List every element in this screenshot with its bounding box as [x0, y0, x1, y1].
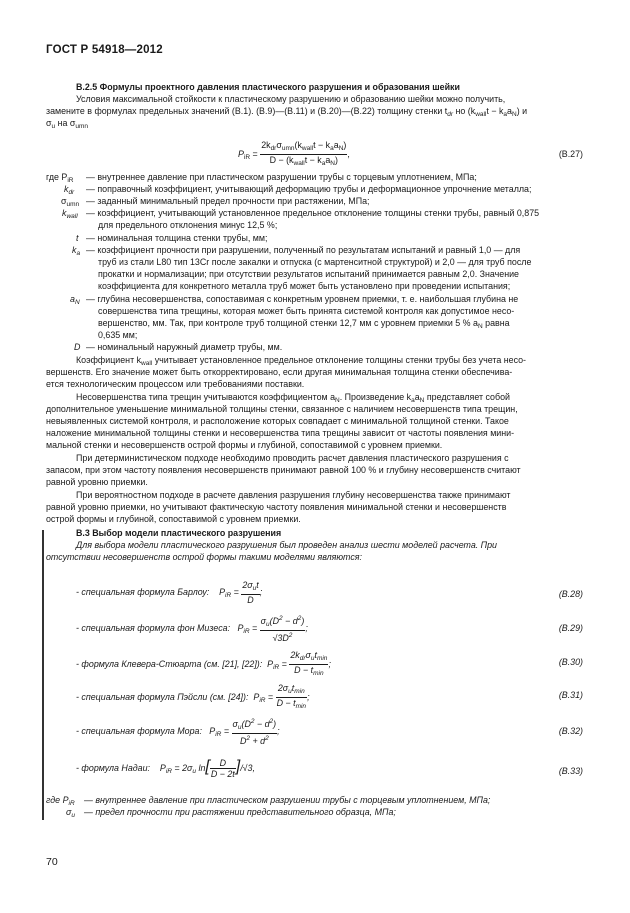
def-t: t: [76, 233, 79, 243]
def-d: D: [74, 342, 81, 352]
formula-b31-number: (B.31): [558, 690, 583, 700]
formula-b30-number: (B.30): [558, 657, 583, 667]
para-crack-3: невыявленных системой контроля, и расположение которых совпадает с минимальной толщиной стенки. Такое: [46, 416, 509, 426]
para-crack-1: Несовершенства типа трещин учитываются коэффициентом $a_N$. Произведение $k_aa_N$ представляет собой: [76, 392, 510, 404]
para-determ-3: равной уровню приемки.: [46, 477, 148, 487]
formula-b31: - специальная формула Пэйсли (см. [24]): $P_{iR}$ = $\frac{2\sigma_ut_{min}}{D - t_{min}}$ ;: [76, 683, 310, 710]
formula-b27-number: (B.27): [558, 149, 583, 159]
formula-b29: - специальная формула фон Мизеса: $P_{iR}$ = $\frac{\sigma_u(D^2 - d^2)}{√3D^2}$ ;: [76, 615, 308, 643]
para-prob-3: острой формы и глубиной, сопоставимой с уровнем приемки.: [46, 514, 301, 524]
para-determ-2: запасом, при этом частоту появления несовершенств принимают равной 100 % и глубину несовершенств считают: [46, 465, 521, 475]
def-kdr: $k_{dr}$: [64, 184, 75, 196]
def-an-text: — глубина несовершенства, сопоставимая с конкретным уровнем приемки, т. е. наибольшая глубина не: [86, 294, 519, 304]
para-kwall-3: ется технологическим процессом или требованиями поставки.: [46, 379, 305, 389]
def-ka-text-4: коэффициента для конкретного металла труб может быть установлено при проведении испытания;: [98, 281, 511, 291]
def2-sigma-u-text: — предел прочности при растяжении представительного образца, МПа;: [84, 807, 396, 817]
def-ka: $k_a$: [72, 245, 81, 257]
def-an-text-3: вершенство, мм. Так, при контроле труб толщиной стенки 12,7 мм с уровнем приемки 5 % $a_N$ равна: [98, 318, 510, 330]
def-kwall: $k_{wall}$: [62, 208, 78, 220]
formula-b30: - формула Клевера-Стюарта (см. [21], [22]): $P_{iR}$ = $\frac{2k_{dr}\sigma_ut_{min}}{D - t_{min}}$ ;: [76, 650, 331, 677]
formula-b33-number: (B.33): [558, 766, 583, 776]
formula-b32: - специальная формула Мора: $P_{iR}$ = $\frac{\sigma_u(D^2 - d^2)}{D^2 + d^2}$ ;: [76, 718, 280, 746]
def-sigma-umn-text: — заданный минимальный предел прочности при растяжении, МПа;: [86, 196, 370, 206]
b25-line-3: $\sigma_u$ на $\sigma_{umn}$: [46, 118, 89, 130]
para-crack-5: мальной стенки и несовершенств острой формы и глубиной, сопоставимой с уровнем приемки.: [46, 440, 443, 450]
def2-sigma-u: $\sigma_u$: [66, 807, 75, 819]
def-sigma-umn: $\sigma_{umn}$: [61, 196, 80, 208]
b25-line-2: замените в формулах предельных значений (B.1). (B.9)—(B.11) и (B.20)—(B.22) толщину стенки $t_{dr}$ но $(k_{wall}t - k_aa_N)$ и: [46, 106, 528, 118]
def-t-text: — номинальная толщина стенки трубы, мм;: [86, 233, 268, 243]
b3-intro-2: отсутствии несовершенств острой формы такими моделями являются:: [46, 552, 362, 562]
b3-intro-1: Для выбора модели пластического разрушения был проведен анализ шести моделей расчета. При: [76, 540, 497, 550]
formula-b32-number: (B.32): [558, 726, 583, 736]
def-ka-text-2: труб из стали L80 тип 13Cr после закалки и отпуска (с мартенситной структурой) и 2,0 — для труб после: [98, 257, 532, 267]
formula-b29-number: (B.29): [558, 623, 583, 633]
formula-b28-number: (B.28): [558, 589, 583, 599]
def-p-ir: где $P_{iR}$: [46, 172, 74, 184]
def-d-text: — номинальный наружный диаметр трубы, мм.: [86, 342, 283, 352]
def-an-text-2: совершенства типа трещины, которая может быть принята системой контроля как допустимое несо-: [98, 306, 515, 316]
formula-b28: - специальная формула Барлоу: $P_{iR}$ = $\frac{2\sigma_ut}{D}$ ;: [76, 580, 263, 605]
page-header: ГОСТ Р 54918—2012: [46, 44, 163, 56]
para-prob-2: равной уровню приемки, но учитывают фактическую частоту появления минимальной стенки и несовершенств: [46, 502, 507, 512]
formula-b33: - формула Надаи: $P_{iR} = 2\sigma_u$ ln[ $\frac{D}{D - 2t}$ ]/√3,: [76, 758, 255, 780]
section-b3-title: B.3 Выбор модели пластического разрушения: [76, 528, 282, 538]
def-kwall-text: — коэффициент, учитывающий установленное предельное отклонение толщины стенки трубы, равный 0,875: [86, 208, 540, 218]
def-ka-text: — коэффициент прочности при разрушении, полученный по результатам испытаний и равный 1,0 — для: [86, 245, 521, 255]
def-p-ir-text: — внутреннее давление при пластическом разрушении трубы с торцевым уплотнением, МПа;: [86, 172, 477, 182]
formula-b27: $P_{iR}$ = $\frac{2k_{dr}\sigma_{umn}(k_{wall}t - k_aa_N)}{D - (k_{wall}t - k_aa_N)}$ ,: [238, 140, 350, 167]
section-b25-title: B.2.5 Формулы проектного давления пластического разрушения и образования шейки: [76, 82, 460, 92]
def-an: $a_N$: [70, 294, 80, 306]
change-bar: [42, 530, 44, 820]
def-an-text-4: 0,635 мм;: [98, 330, 138, 340]
para-crack-4: наложение минимальной толщины стенки и несовершенства типа трещины зависит от частоты появления мини-: [46, 428, 515, 438]
para-kwall-2: вершенств. Его значение может быть откорректировано, если другая минимальная толщина стенки обеспечива-: [46, 367, 513, 377]
page-number: 70: [46, 856, 58, 868]
para-determ-1: При детерминистическом подходе необходимо проводить расчет давления пластического разрушения с: [76, 453, 509, 463]
b25-line-1: Условия максимальной стойкости к пластическому разрушению и образованию шейки можно получить,: [76, 94, 506, 104]
def-kdr-text: — поправочный коэффициент, учитывающий деформацию трубы и деформационное упрочнение металла;: [86, 184, 532, 194]
para-prob-1: При вероятностном подходе в расчете давления разрушения глубину несовершенства также принимают: [76, 490, 511, 500]
def-kwall-text-2: для предельного отклонения минус 12,5 %;: [98, 220, 278, 230]
para-kwall-1: Коэффициент $k_{wall}$ учитывает установленное предельное отклонение толщины стенки трубы без учета несо-: [76, 355, 527, 367]
def2-p-ir: где $P_{iR}$: [46, 795, 75, 807]
def-ka-text-3: прокатки и нормализации; при отсутствии результатов испытаний принимается равным 2,0. Значение: [98, 269, 519, 279]
para-crack-2: дополнительное уменьшение минимальной толщины стенки, связанное с наличием несовершенств типа трещин,: [46, 404, 518, 414]
def2-p-ir-text: — внутреннее давление при пластическом разрушении трубы с торцевым уплотнением, МПа;: [84, 795, 491, 805]
